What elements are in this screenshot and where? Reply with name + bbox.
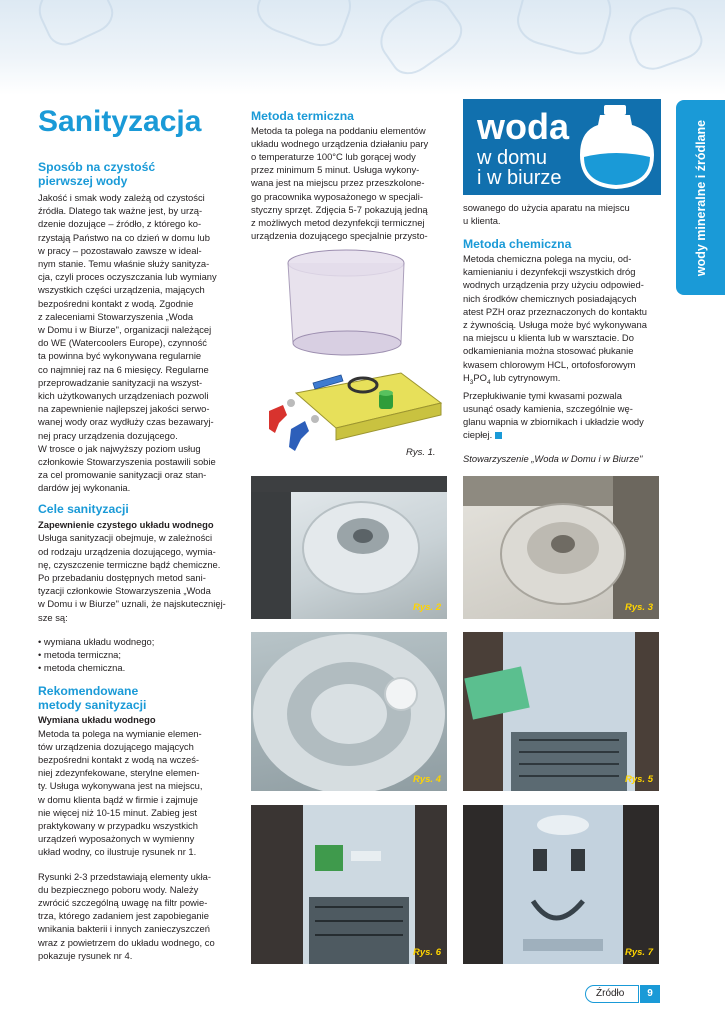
paragraph-termiczna [251, 124, 447, 243]
text-line: W trosce o jak najwyższy poziom usług [38, 442, 201, 454]
text-line: w domu klienta bądź w firmie i zajmuje [38, 793, 198, 805]
formula-line [463, 371, 661, 389]
text-line: Metoda chemiczna polega na myciu, od- [463, 252, 632, 264]
text-line: przez minimum 5 minut. Usługa wykony- [251, 164, 420, 176]
text-line: usunąć osady kamienia, szczególnie wę- [463, 403, 633, 415]
text-line: o temperaturze 100°C lub gorącej wody [251, 150, 416, 162]
text-line: w Domu i w Biurze" uznali, że najskutecznięj- [38, 598, 226, 610]
text-line: co najmniej raz na 6 miesięcy. Regularne [38, 363, 209, 375]
text-line: Jakość i smak wody zależą od czystości [38, 192, 205, 203]
text-line: Rysunki 2-3 przedstawiają elementy ukła- [38, 870, 211, 882]
text-line: Metoda ta polega na wymianie elemen- [38, 727, 202, 739]
text-line: Metoda ta polega na poddaniu elementów [251, 124, 426, 136]
text-line: za cel promowanie sanityzacji oraz stan- [38, 469, 207, 481]
caption-rys7: Rys. 7 [625, 947, 653, 958]
text-line: nich środków chemicznych posiadających [463, 292, 637, 304]
text-line: na zapewnienie najlepszej jakości serwo- [38, 403, 210, 415]
text-line: odkamieniania można stosować płukanie [463, 345, 634, 357]
text-line: tyzacji członkowie Stowarzyszenia „Woda [38, 585, 211, 597]
list-item: • metoda termiczna; [38, 648, 234, 661]
formula-part: PO [473, 371, 487, 383]
bottle-outline-decoration [31, 0, 120, 52]
section-side-tab [676, 100, 725, 295]
column-right [463, 201, 661, 465]
methods-list [38, 635, 234, 675]
heading-termiczna: Metoda termiczna [251, 109, 354, 123]
text-line: urządzeń wyposażonych w wymienny [38, 833, 195, 845]
cooler-steam-device-drawing [251, 805, 447, 964]
formula-part: lub cytrynowym. [490, 371, 561, 383]
heading-cele: Cele sanityzacji [38, 501, 129, 516]
text-line: wodnych urządzenia przy użyciu odpowied- [463, 279, 644, 291]
cooler-front-drawing [463, 805, 659, 964]
text-line: styczny sprzęt. Zdjęcia 5-7 pokazują jedną [251, 203, 428, 215]
caption-rys1: Rys. 1. [406, 447, 436, 458]
text-line: kich użytkowanych urządzeniach pozwoli [38, 390, 209, 402]
heading-line: metody sanityzacji [38, 697, 147, 712]
text-line: tów urządzenia dozującego mających [38, 740, 194, 752]
logo-text-woda: woda [477, 106, 570, 147]
text-line: Po przebadaniu dostępnych metod sani- [38, 571, 206, 583]
text-line: du bezpiecznego poboru wody. Należy [38, 883, 199, 895]
list-item: • wymiana układu wodnego; [38, 635, 234, 648]
logo-text-i-w-biurze: i w biurze [477, 167, 562, 189]
caption-rys3: Rys. 3 [625, 602, 653, 613]
bottle-outline-decoration [251, 0, 360, 53]
text-line: Usługa sanityzacji obejmuje, w zależności [38, 532, 213, 544]
text-line: w Domu i w Biurze", organizacji należącej [38, 324, 212, 336]
heading-rekomendowane [38, 685, 234, 712]
text-line: źródła. Dlatego tak ważne jest, by urzą- [38, 205, 203, 217]
air-filter-drawing [251, 632, 447, 791]
cooler-collar-drawing [463, 476, 659, 619]
text-line: nę, czyszczenie termiczne bądź chemiczne. [38, 558, 221, 570]
woda-w-domu-logo [463, 99, 661, 195]
text-line: w pracy – pozostawało zawsze w ideal- [38, 244, 202, 256]
caption-rys4: Rys. 4 [413, 774, 441, 785]
text-line: trza, którego zadaniem jest zapobieganie [38, 910, 209, 922]
section-tab-label: wody mineralne i źródlane [693, 119, 708, 276]
text-line: wana jest na miejscu przez przeszkolone- [251, 177, 425, 189]
text-line: z możliwych metod dezynfekcji termicznej [251, 216, 425, 228]
text-line: u klienta. [463, 215, 501, 227]
text-line: z zaleceniami Stowarzyszenia „Woda [38, 310, 194, 322]
paragraph-termiczna-cont [463, 201, 661, 227]
photo-rys2 [251, 476, 447, 619]
text-line: członkowie Stowarzyszenia postawili sobie [38, 456, 216, 468]
photo-rys4 [251, 632, 447, 791]
photo-rys6 [251, 805, 447, 964]
text-line: ciepłej. [463, 429, 493, 441]
heading-line: Rekomendowane [38, 684, 139, 699]
bottle-outline-decoration [623, 0, 708, 75]
text-line: urządzenia dozującego specjalnie przysto- [251, 230, 428, 242]
subheading-cele: Zapewnienie czystego układu wodnego [38, 519, 214, 531]
text-line: rzystają Państwo na co dzień w domu lub [38, 231, 210, 243]
text-line: niej zdezynfekowane, sterylne elemen- [38, 767, 200, 779]
text-line: go pracownika wyposażonego w specjali- [251, 190, 423, 202]
text-line: wraz z powietrzem do układu wodnego, co [38, 936, 215, 948]
caption-rys2: Rys. 2 [413, 602, 441, 613]
water-system-illustration [251, 243, 447, 463]
text-line: ty. Usługa wykonywana jest na miejscu, [38, 780, 203, 792]
paragraph-wymiana [38, 727, 234, 859]
text-line: atest PZH oraz przeznaczonych do kontaktu [463, 305, 647, 317]
text-line: kamienianiu i dezynfekcji wszystkich dróg [463, 266, 636, 278]
text-line: wnikania bakterii i innych zanieczyszczeń [38, 923, 210, 935]
subheading-wymiana: Wymiana układu wodnego [38, 714, 156, 726]
bottle-outline-decoration [370, 0, 470, 83]
text-line: pokazuje rysunek nr 4. [38, 949, 133, 961]
magazine-name: Źródło [585, 985, 639, 1003]
heading-line: pierwszej wody [38, 173, 128, 188]
logo-text-w-domu: w domu [477, 147, 548, 169]
formula-subscript: 3 [469, 378, 474, 386]
page-title: Sanityzacja [38, 105, 202, 138]
water-bottle-icon [574, 105, 658, 191]
text-line: praktykowany w przypadku wszystkich [38, 820, 198, 832]
text-line: nej pracy urządzenia dozującego. [38, 429, 178, 441]
text-line: kwasem chlorowym HCL, ortofosforowym [463, 358, 636, 370]
text-line: dardów jej wykonania. [38, 482, 131, 494]
text-line: na miejscu u klienta lub w warsztacie. Do [463, 332, 634, 344]
heading-sposob [38, 161, 234, 188]
photo-rys5 [463, 632, 659, 791]
text-line: sowanego do użycia aparatu na miejscu [463, 202, 630, 213]
cooler-back-drawing [463, 632, 659, 791]
text-line: nym stanie. Temu właśnie służy sanityza- [38, 258, 210, 270]
text-line: do WE (Watercoolers Europe), czynność [38, 337, 207, 349]
text-line: układ wodny, co ilustruje rysunek nr 1. [38, 846, 197, 858]
formula-part: H [463, 371, 470, 383]
heading-line: Sposób na czystość [38, 160, 156, 174]
article-signature: Stowarzyszenie „Woda w Domu i w Biurze" [463, 452, 643, 464]
caption-rys6: Rys. 6 [413, 947, 441, 958]
text-line: układu wodnego urządzenia działaniu pary [251, 137, 429, 149]
column-left [38, 105, 234, 962]
text-line: nie więcej niż 10-15 minut. Zabieg jest [38, 806, 197, 818]
text-line-final [463, 428, 661, 441]
heading-chemiczna: Metoda chemiczna [463, 237, 572, 252]
bottle-outline-decoration [512, 0, 618, 60]
paragraph-chemiczna [463, 252, 661, 442]
text-line: wanej wody oraz wydłuży czas bezawaryj- [38, 416, 214, 428]
text-line: sze są: [38, 611, 68, 623]
photo-rys7 [463, 805, 659, 964]
paragraph-rysunki [38, 870, 234, 962]
caption-rys5: Rys. 5 [625, 774, 653, 785]
text-line: Przepłukiwanie tymi kwasami pozwala [463, 389, 622, 401]
text-line: bezpośredni kontakt z wodą na wcześ- [38, 754, 200, 766]
column-middle [251, 110, 447, 242]
text-line: ta powinna być wykonywana regularnie [38, 350, 202, 362]
list-item: • metoda chemiczna. [38, 661, 234, 674]
page-number: 9 [640, 985, 660, 1003]
text-line: przeprowadzanie sanityzacji na wszyst- [38, 376, 203, 388]
paragraph-sposob [38, 191, 234, 495]
top-decorative-band [0, 0, 725, 95]
text-line: cja, czyli proces oczyszczania lub wymiany [38, 271, 217, 283]
text-line: dzenie dozujące – źródło, z którego ko- [38, 218, 202, 230]
text-line: glanu wapnia w zbiornikach i układzie wody [463, 416, 644, 428]
formula-subscript: 4 [486, 378, 491, 386]
paragraph-cele [38, 531, 234, 623]
end-of-article-mark [495, 432, 502, 439]
cooler-top-drawing [251, 476, 447, 619]
text-line: zwrócić szczególną uwagę na filtr powie- [38, 897, 208, 909]
text-line: bezpośredni kontakt z wodą. Zgodnie [38, 297, 194, 309]
text-line: z żywnością. Usługa może być wykonywana [463, 318, 647, 330]
photo-rys3 [463, 476, 659, 619]
text-line: od rodzaju urządzenia dozującego, wymia- [38, 545, 216, 557]
text-line: wszystkich części urządzenia, mających [38, 284, 205, 296]
